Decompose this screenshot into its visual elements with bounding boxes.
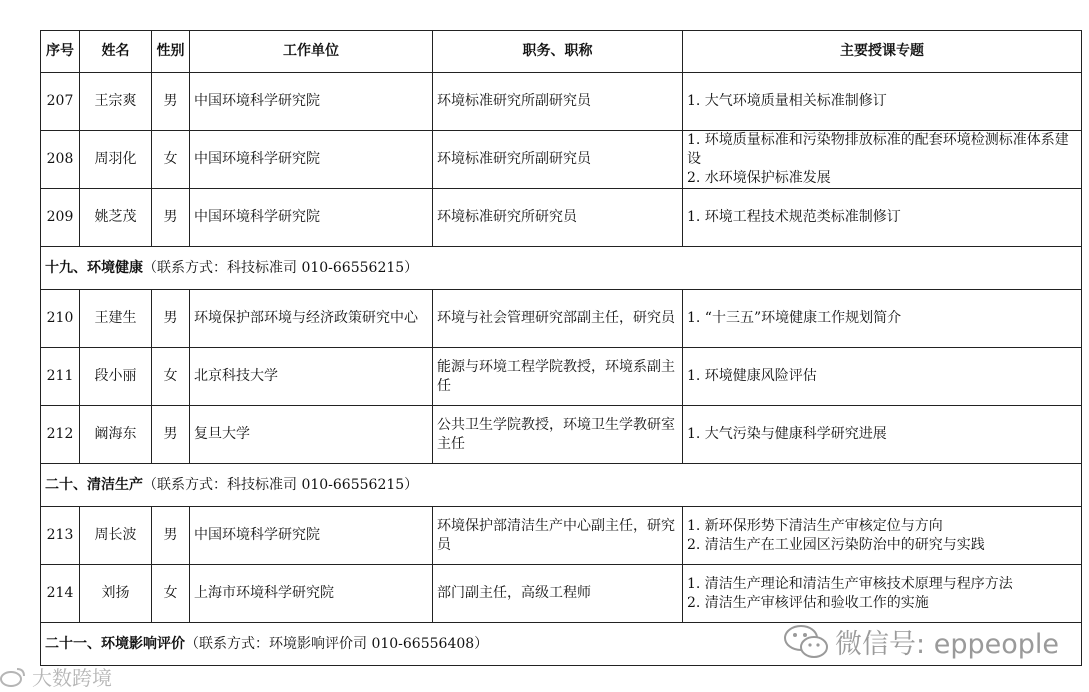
topic-line: 1. “十三五”环境健康工作规划简介 [687, 310, 902, 326]
section-title: 二十、清洁生产 [45, 476, 143, 493]
topic-line: 1. 环境健康风险评估 [687, 368, 817, 384]
cell-title: 公共卫生学院教授，环境卫生学教研室主任 [433, 406, 683, 464]
cell-gender: 女 [152, 348, 190, 406]
cell-unit: 北京科技大学 [190, 348, 433, 406]
cell-topics [683, 131, 1082, 189]
weibo-icon [0, 666, 26, 688]
watermark-left-text: 大数跨境 [32, 666, 112, 690]
cell-gender: 男 [152, 290, 190, 348]
cell-name: 阚海东 [80, 406, 152, 464]
cell-unit: 中国环境科学研究院 [190, 131, 433, 189]
cell-unit: 中国环境科学研究院 [190, 507, 433, 565]
topic-line: 1. 环境质量标准和污染物排放标准的配套环境检测标准体系建设 [687, 132, 1069, 167]
topic-line: 1. 大气环境质量相关标准制修订 [687, 93, 887, 109]
section-contact: （联系方式：科技标准司 010-66556215） [143, 259, 419, 276]
table-row [41, 348, 1082, 406]
cell-name: 周羽化 [80, 131, 152, 189]
cell-title: 环境标准研究所副研究员 [433, 73, 683, 131]
cell-gender: 男 [152, 189, 190, 247]
cell-unit: 复旦大学 [190, 406, 433, 464]
table-row [41, 73, 1082, 131]
section-contact: （联系方式：环境影响评价司 010-66556408） [185, 635, 489, 652]
header-topics: 主要授课专题 [683, 31, 1082, 73]
table-row [41, 406, 1082, 464]
cell-unit: 中国环境科学研究院 [190, 73, 433, 131]
table-row [41, 507, 1082, 565]
topic-line: 2. 清洁生产在工业园区污染防治中的研究与实践 [687, 536, 985, 553]
section-row-20 [41, 464, 1082, 507]
cell-no: 213 [41, 507, 80, 565]
cell-no: 214 [41, 565, 80, 623]
cell-name: 段小丽 [80, 348, 152, 406]
topic-line: 2. 水环境保护标准发展 [687, 170, 831, 186]
section-contact: （联系方式：科技标准司 010-66556215） [143, 476, 419, 493]
topic-line: 1. 清洁生产理论和清洁生产审核技术原理与程序方法 [687, 575, 1013, 592]
table-row [41, 290, 1082, 348]
cell-unit: 上海市环境科学研究院 [190, 565, 433, 623]
topic-line: 2. 清洁生产审核评估和验收工作的实施 [687, 594, 929, 611]
cell-name: 王宗爽 [80, 73, 152, 131]
cell-title: 部门副主任，高级工程师 [433, 565, 683, 623]
topic-line: 1. 新环保形势下清洁生产审核定位与方向 [687, 517, 943, 534]
cell-unit: 中国环境科学研究院 [190, 189, 433, 247]
table-row [41, 189, 1082, 247]
cell-title: 能源与环境工程学院教授，环境系副主任 [433, 348, 683, 406]
cell-name: 姚芝茂 [80, 189, 152, 247]
cell-topics [683, 348, 1082, 406]
header-row [41, 31, 1082, 73]
cell-title: 环境保护部清洁生产中心副主任，研究员 [433, 507, 683, 565]
header-no: 序号 [41, 31, 80, 73]
cell-name: 刘扬 [80, 565, 152, 623]
cell-topics [683, 290, 1082, 348]
cell-no: 207 [41, 73, 80, 131]
header-name: 姓名 [80, 31, 152, 73]
section-row-19 [41, 247, 1082, 290]
section-heading [41, 464, 1082, 507]
cell-no: 210 [41, 290, 80, 348]
cell-name: 王建生 [80, 290, 152, 348]
cell-topics [683, 406, 1082, 464]
header-unit: 工作单位 [190, 31, 433, 73]
section-title: 二十一、环境影响评价 [45, 635, 185, 652]
cell-no: 209 [41, 189, 80, 247]
cell-no: 211 [41, 348, 80, 406]
table-row [41, 131, 1082, 189]
watermark-wechat [783, 622, 1059, 661]
cell-gender: 女 [152, 565, 190, 623]
cell-title: 环境标准研究所副研究员 [433, 131, 683, 189]
cell-unit: 环境保护部环境与经济政策研究中心 [190, 290, 433, 348]
cell-topics [683, 189, 1082, 247]
topic-line: 1. 环境工程技术规范类标准制修订 [687, 209, 901, 225]
cell-topics [683, 565, 1082, 623]
wechat-icon [783, 623, 829, 661]
header-title: 职务、职称 [433, 31, 683, 73]
cell-no: 212 [41, 406, 80, 464]
cell-gender: 男 [152, 507, 190, 565]
lecturer-table [40, 30, 1082, 666]
section-title: 十九、环境健康 [45, 259, 143, 276]
cell-topics [683, 507, 1082, 565]
header-gender: 性别 [152, 31, 190, 73]
cell-topics [683, 73, 1082, 131]
watermark-weibo [0, 662, 112, 691]
section-heading [41, 247, 1082, 290]
topic-line: 1. 大气污染与健康科学研究进展 [687, 426, 887, 442]
table-row [41, 565, 1082, 623]
cell-gender: 女 [152, 131, 190, 189]
cell-gender: 男 [152, 73, 190, 131]
cell-gender: 男 [152, 406, 190, 464]
cell-no: 208 [41, 131, 80, 189]
cell-title: 环境与社会管理研究部副主任，研究员 [433, 290, 683, 348]
watermark-text: 微信号: eppeople [835, 629, 1059, 660]
cell-title: 环境标准研究所研究员 [433, 189, 683, 247]
cell-name: 周长波 [80, 507, 152, 565]
